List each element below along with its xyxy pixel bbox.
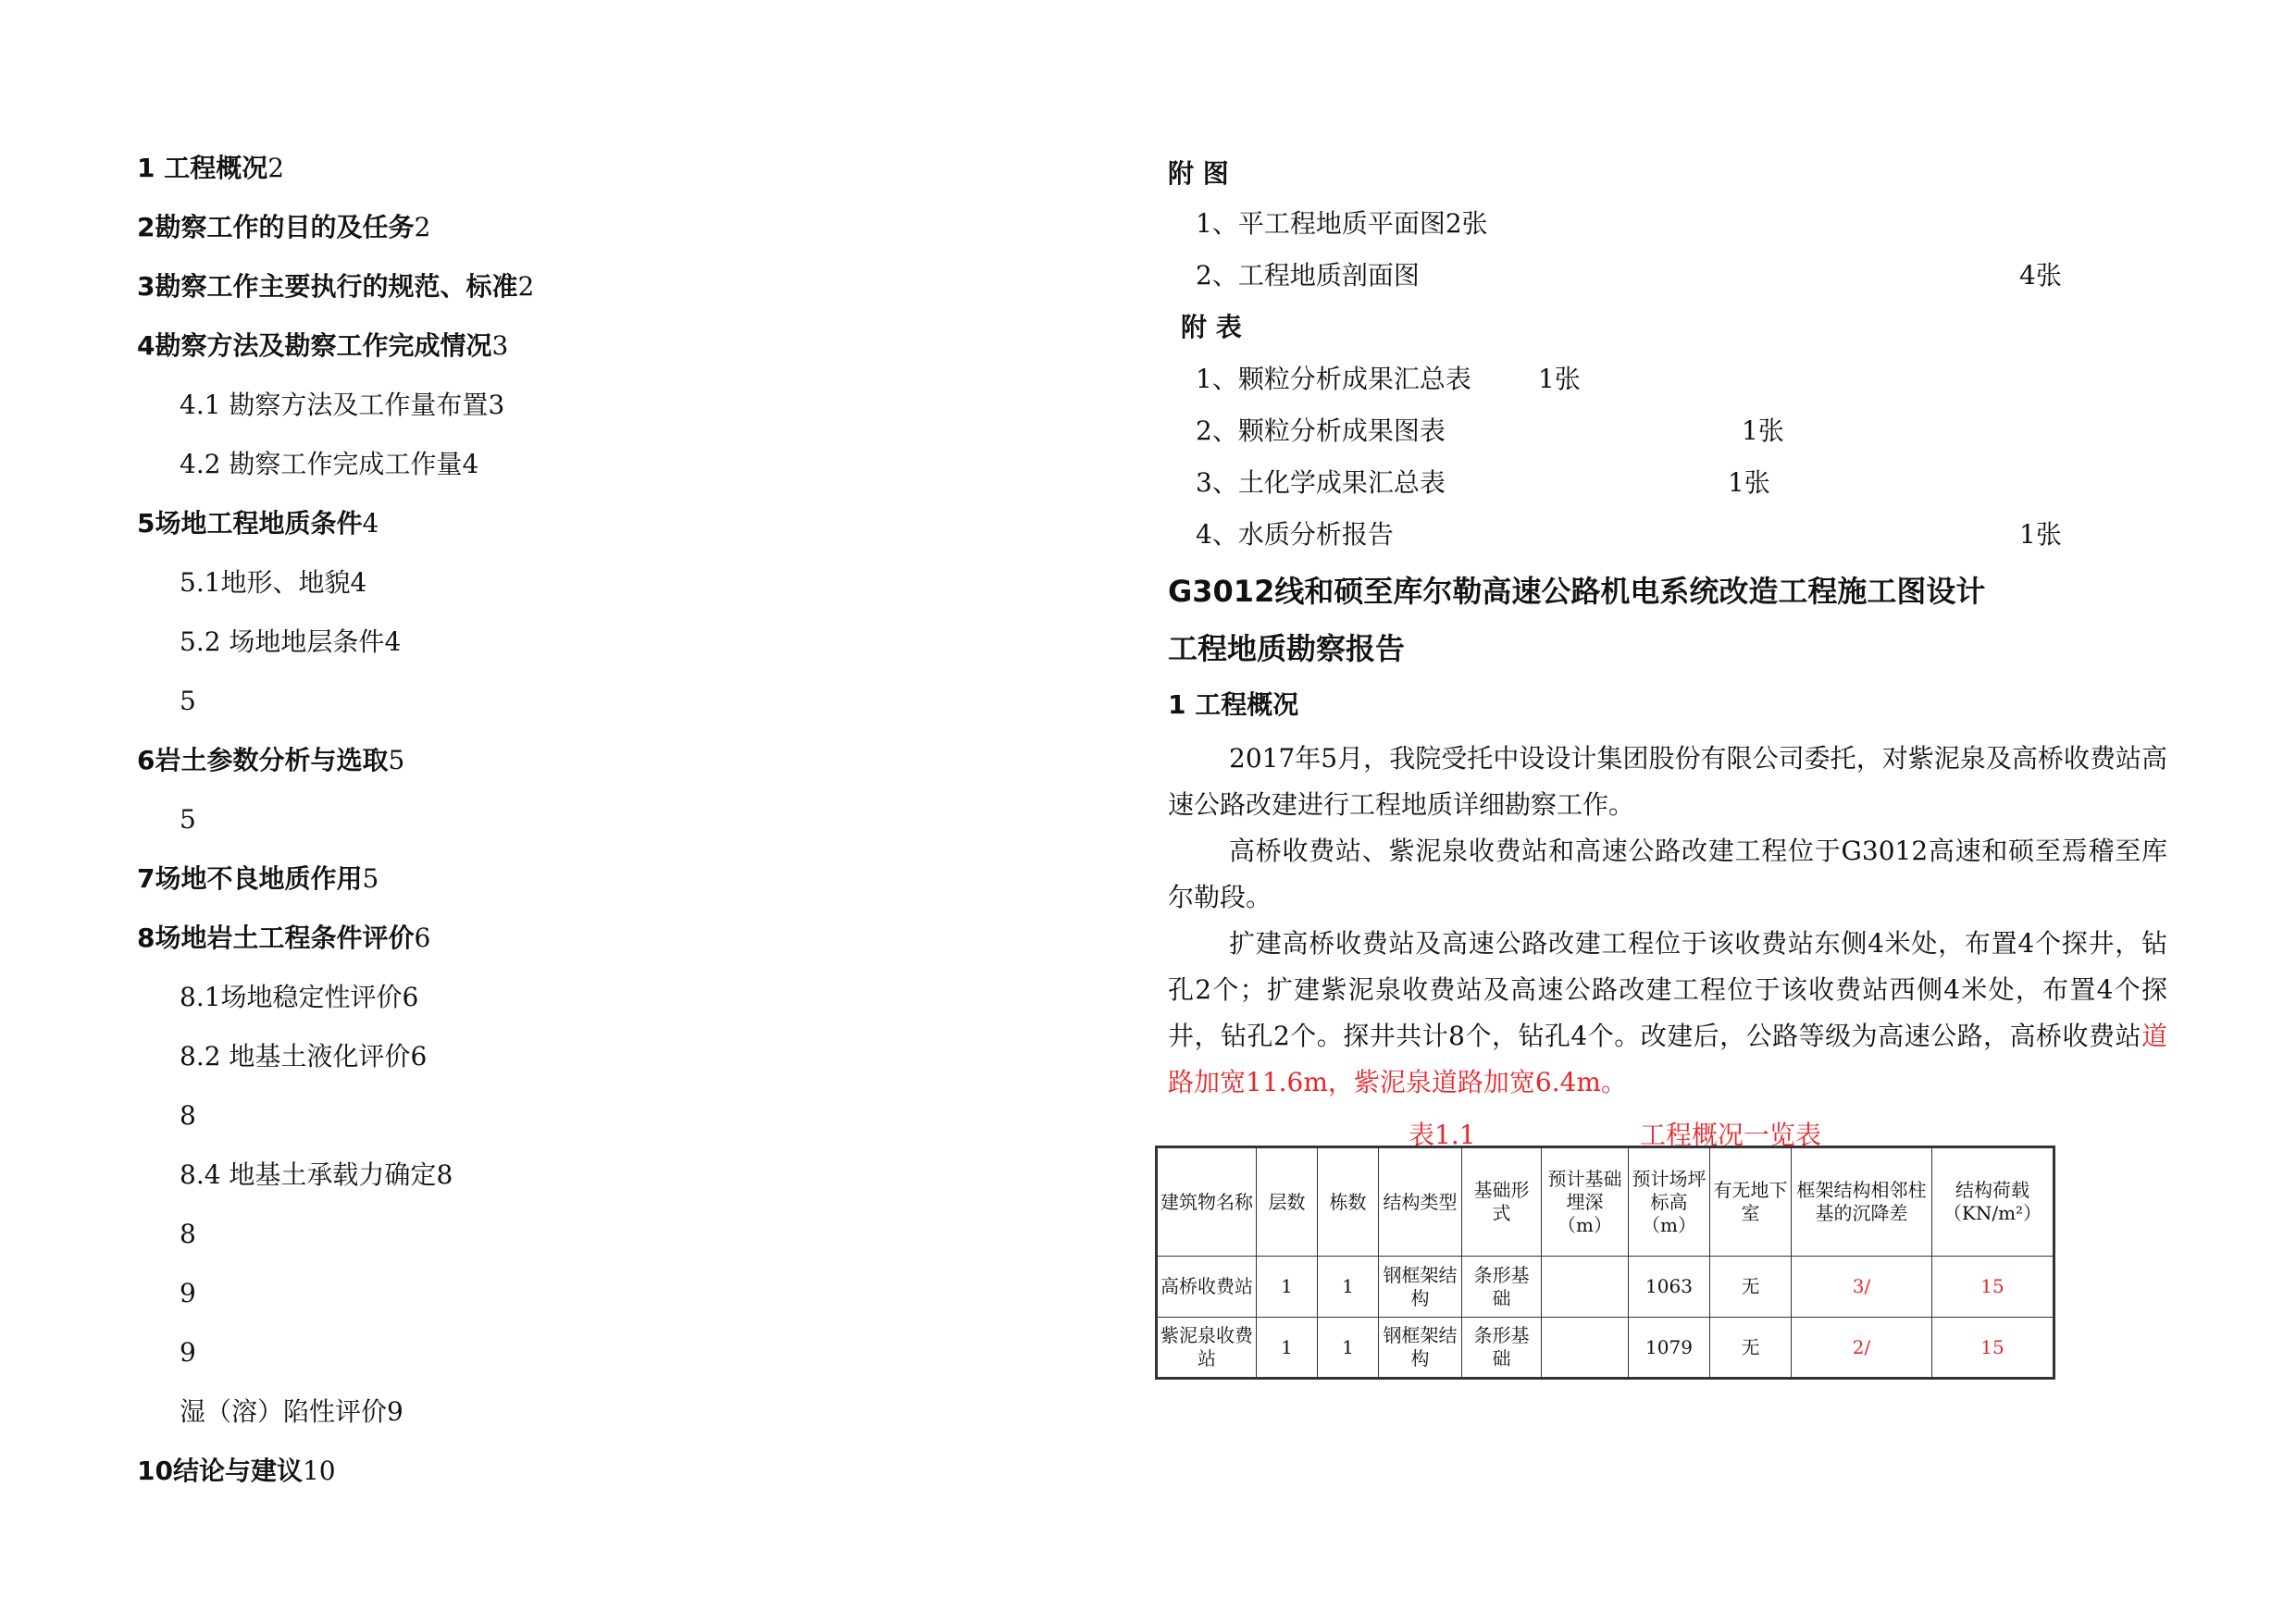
table-header-cell: 结构荷载（KN/m²） <box>1932 1147 2054 1257</box>
toc-item[interactable] <box>137 859 1062 918</box>
table-caption-title: 工程概况一览表 <box>1640 1120 1822 1150</box>
toc-item[interactable] <box>137 1036 1062 1096</box>
appendix-table-count: 1张 <box>1742 415 1784 446</box>
appendix-table-item <box>1196 411 2121 452</box>
table-cell: 1 <box>1257 1257 1318 1318</box>
toc-item[interactable] <box>137 1155 1062 1214</box>
toc-label: 4.2 勘察工作完成工作量 <box>180 449 463 479</box>
toc-label: 2勘察工作的目的及任务 <box>137 212 415 242</box>
table-cell: 1063 <box>1629 1257 1710 1318</box>
toc-item[interactable] <box>137 1214 1062 1273</box>
toc-item[interactable] <box>137 1096 1062 1155</box>
table-cell <box>1542 1318 1629 1379</box>
toc-label: 6岩土参数分析与选取 <box>137 745 389 775</box>
toc-item[interactable] <box>137 799 1062 859</box>
highlighted-text: 道路加宽11.6m，紫泥泉道路加宽6.4m。 <box>1168 1021 2167 1097</box>
table-cell: 钢框架结构 <box>1379 1257 1462 1318</box>
toc-label: 4.1 勘察方法及工作量布置 <box>180 390 489 420</box>
section-heading: 1 工程概况 <box>1168 689 1299 720</box>
table-cell: 1 <box>1257 1318 1318 1379</box>
toc-label: 4勘察方法及勘察工作完成情况 <box>137 330 492 361</box>
table-cell: 15 <box>1932 1257 2054 1318</box>
appendix-figures-heading: 附 图 <box>1168 158 1229 189</box>
appendix-table-label: 2、颗粒分析成果图表 <box>1196 415 1446 446</box>
toc-page: 2 <box>414 212 431 242</box>
table-cell: 无 <box>1710 1318 1792 1379</box>
toc-label: 8.1场地稳定性评价 <box>180 982 403 1012</box>
table-cell: 1 <box>1318 1318 1379 1379</box>
toc-page: 4 <box>384 626 402 657</box>
toc-item[interactable] <box>137 326 1062 385</box>
table-row <box>1157 1257 2054 1318</box>
toc-page: 2 <box>517 271 535 302</box>
appendix-table-item <box>1196 463 2121 503</box>
appendix-table-label: 1、颗粒分析成果汇总表 <box>1196 364 1471 394</box>
table-cell: 2/ <box>1792 1318 1932 1379</box>
toc-item[interactable] <box>137 266 1062 326</box>
toc-label: 1 工程概况 <box>137 153 268 183</box>
toc-page: 9 <box>180 1337 196 1368</box>
toc-page: 4 <box>362 508 379 539</box>
table-header-cell: 结构类型 <box>1379 1147 1462 1257</box>
toc-item[interactable] <box>137 207 1062 266</box>
toc-page: 2 <box>267 153 285 183</box>
table-header-cell: 预计基础埋深（m） <box>1542 1147 1629 1257</box>
table-cell: 条形基础 <box>1462 1257 1542 1318</box>
appendix-figure-label: 2、工程地质剖面图 <box>1196 260 1420 291</box>
appendix-table-count: 1张 <box>1538 364 1581 394</box>
table-cell: 1079 <box>1629 1318 1710 1379</box>
table-cell: 无 <box>1710 1257 1792 1318</box>
toc-item[interactable] <box>137 918 1062 977</box>
table-cell: 紫泥泉收费站 <box>1157 1318 1257 1379</box>
toc-label: 湿（溶）陷性评价 <box>180 1396 388 1427</box>
appendix-table-item <box>1196 514 2121 555</box>
table-caption-number: 表1.1 <box>1409 1120 1476 1150</box>
toc-item[interactable] <box>137 1451 1062 1510</box>
appendix-table-label: 4、水质分析报告 <box>1196 519 1394 550</box>
toc-page: 3 <box>488 390 505 420</box>
toc-label: 8.2 地基土液化评价 <box>180 1041 411 1072</box>
table-header-cell: 栋数 <box>1318 1147 1379 1257</box>
toc-label: 8场地岩土工程条件评价 <box>137 923 415 953</box>
appendix-table-label: 3、土化学成果汇总表 <box>1196 467 1446 498</box>
table-of-contents <box>137 148 1062 1510</box>
table-header-row <box>1157 1147 2054 1257</box>
toc-item[interactable] <box>137 622 1062 681</box>
appendix-table-count: 1张 <box>1728 467 1770 498</box>
toc-label: 3勘察工作主要执行的规范、标准 <box>137 271 518 302</box>
toc-page: 8 <box>180 1219 196 1249</box>
report-title-line2: 工程地质勘察报告 <box>1168 631 1406 666</box>
toc-item[interactable] <box>137 148 1062 207</box>
toc-page: 6 <box>402 982 419 1012</box>
appendix-figure-item <box>1196 204 1488 244</box>
appendix-table-count: 1张 <box>2019 519 2062 550</box>
toc-label: 5.2 场地地层条件 <box>180 626 385 657</box>
table-cell: 1 <box>1318 1257 1379 1318</box>
toc-page: 8 <box>180 1100 196 1131</box>
table-cell: 15 <box>1932 1318 2054 1379</box>
toc-page: 3 <box>491 330 509 361</box>
toc-page: 5 <box>180 686 196 716</box>
appendix-figure-count: 2张 <box>1445 208 1488 239</box>
table-header-cell: 基础形式 <box>1462 1147 1542 1257</box>
toc-item[interactable] <box>137 740 1062 799</box>
toc-page: 8 <box>436 1159 453 1190</box>
toc-item[interactable] <box>137 681 1062 740</box>
table-header-cell: 框架结构相邻柱基的沉降差 <box>1792 1147 1932 1257</box>
paragraph: 高桥收费站、紫泥泉收费站和高速公路改建工程位于G3012高速和硕至焉稽至库尔勒段。 <box>1168 836 2167 912</box>
toc-label: 7场地不良地质作用 <box>137 863 363 894</box>
toc-page: 9 <box>180 1278 196 1308</box>
appendix-figure-label: 1、平工程地质平面图 <box>1196 208 1446 239</box>
table-row <box>1157 1318 2054 1379</box>
toc-page: 5 <box>180 804 196 835</box>
toc-item[interactable] <box>137 444 1062 503</box>
toc-page: 4 <box>350 567 367 598</box>
paragraph-text: 扩建高桥收费站及高速公路改建工程位于该收费站东侧4米处，布置4个探井，钻孔2个；扩建紫泥泉收费站及高速公路改建工程位于该收费站西侧4米处，布置4个探井，钻孔2个。探井共计8个，钻孔4个。改建后，公路等级为高速公路，高桥收费站 <box>1168 928 2167 1051</box>
toc-page: 6 <box>410 1041 428 1072</box>
table-cell: 高桥收费站 <box>1157 1257 1257 1318</box>
table-header-cell: 层数 <box>1257 1147 1318 1257</box>
toc-item[interactable] <box>137 503 1062 563</box>
table-cell <box>1542 1257 1629 1318</box>
appendix-table-item <box>1196 359 2121 400</box>
toc-item[interactable] <box>137 1392 1062 1451</box>
toc-item[interactable] <box>137 563 1062 622</box>
toc-page: 5 <box>362 863 379 894</box>
appendix-figure-item <box>1196 255 2121 296</box>
toc-item[interactable] <box>137 1273 1062 1332</box>
toc-label: 10结论与建议 <box>137 1456 303 1486</box>
toc-label: 5场地工程地质条件 <box>137 508 363 539</box>
table-cell: 条形基础 <box>1462 1318 1542 1379</box>
project-overview-table <box>1155 1146 2055 1380</box>
toc-page: 9 <box>387 1396 403 1427</box>
toc-page: 10 <box>302 1456 336 1486</box>
toc-page: 6 <box>414 923 431 953</box>
toc-item[interactable] <box>137 385 1062 444</box>
paragraph <box>1168 921 2167 1106</box>
section-body <box>1168 736 2167 1106</box>
paragraph: 2017年5月，我院受托中设设计集团股份有限公司委托，对紫泥泉及高桥收费站高速公路改建进行工程地质详细勘察工作。 <box>1168 743 2167 820</box>
toc-page: 4 <box>462 449 479 479</box>
table-header-cell: 有无地下室 <box>1710 1147 1792 1257</box>
table-cell: 钢框架结构 <box>1379 1318 1462 1379</box>
table-header-cell: 预计场坪标高（m） <box>1629 1147 1710 1257</box>
appendix-tables-heading: 附 表 <box>1181 312 1242 342</box>
toc-item[interactable] <box>137 1332 1062 1392</box>
table-header-cell: 建筑物名称 <box>1157 1147 1257 1257</box>
appendix-figure-count: 4张 <box>2019 260 2062 291</box>
toc-label: 5.1地形、地貌 <box>180 567 351 598</box>
toc-label: 8.4 地基土承载力确定 <box>180 1159 437 1190</box>
toc-page: 5 <box>388 745 405 775</box>
toc-item[interactable] <box>137 977 1062 1036</box>
table-cell: 3/ <box>1792 1257 1932 1318</box>
report-title-line1: G3012线和硕至库尔勒高速公路机电系统改造工程施工图设计 <box>1168 574 1986 609</box>
